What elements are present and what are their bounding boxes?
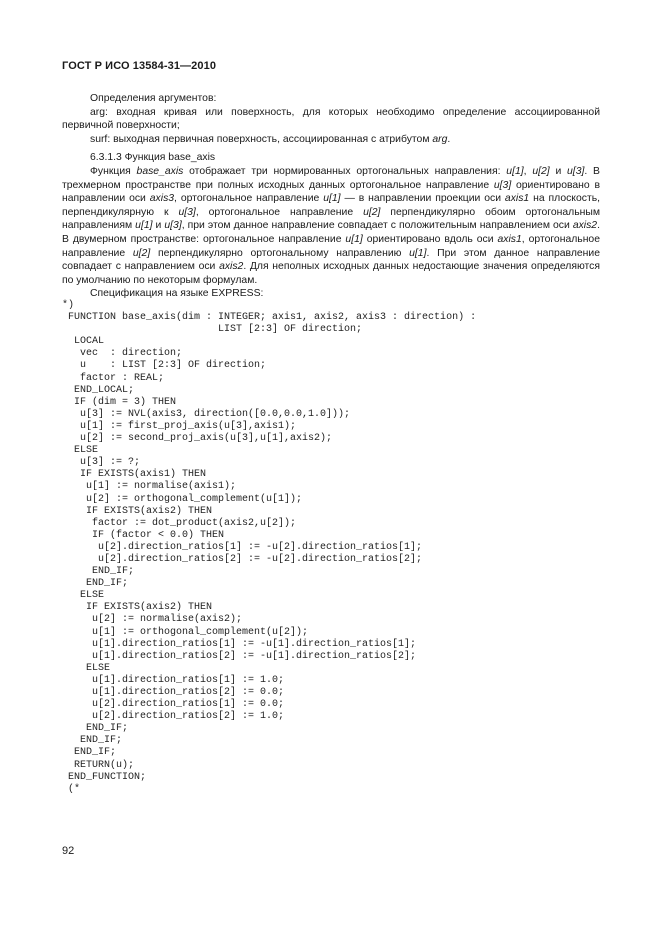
paragraph-text: , ортогональное направление [195,206,364,218]
italic-term: axis2 [572,220,598,232]
paragraph-text: на плоскость, перпендикулярную к [62,193,600,218]
paragraph-text: . В трехмерном пространстве при полных исходных данных ортогональное направление [62,165,600,191]
italic-term: u[2] [532,165,550,177]
arguments-heading: Определения аргументов: [90,93,217,104]
document-body [62,92,600,301]
code-line: END_IF; [62,723,129,735]
express-code-listing [62,300,622,796]
surf-name: surf [90,133,108,145]
paragraph-text: , ортогональное направление [174,193,324,205]
arg-description: : входная кривая или поверхность, для которых необходимо определение ассоциированной первичной поверхности; [62,106,600,132]
italic-term: u[3] [493,179,512,191]
code-line: u[3] := NVL(axis3, direction([0.0,0.0,1.0])); [62,408,351,420]
code-line: factor := dot_product(axis2,u[2]); [62,517,297,529]
code-line: END_FUNCTION; [62,771,147,783]
italic-term: u[1] [345,233,363,245]
arg-name: arg [90,106,106,118]
italic-term: axis3 [149,193,175,205]
paragraph-text: и [152,220,165,232]
code-line: ELSE [62,590,105,602]
code-line: END_IF; [62,566,135,578]
paragraph-text: перпендикулярно обоим ортогональным направлениям [62,206,600,232]
paragraph-text: — в направлении проекции оси [340,193,505,205]
italic-term: u[3] [567,165,585,177]
paragraph-text: ориентировано вдоль оси [362,233,498,245]
code-line: END_LOCAL; [62,384,135,396]
surf-description: : выходная первичная поверхность, ассоциированная с атрибутом [107,133,433,145]
code-line: IF (dim = 3) THEN [62,396,177,408]
paragraph-text: . При этом данное направление совпадает с направлением оси [62,247,600,273]
section-paragraph [62,165,600,287]
paragraph-text: перпендикулярно ортогональному направлению [150,247,410,259]
code-line: LOCAL [62,336,105,348]
code-line: u[1] := normalise(axis1); [62,481,237,493]
code-line: u[2].direction_ratios[1] := -u[2].direction_ratios[1]; [62,541,423,553]
paragraph-text: . В двумерном пространстве: ортогональное направление [62,220,600,245]
code-line: IF (factor < 0.0) THEN [62,529,225,541]
code-line: u[2].direction_ratios[1] := 0.0; [62,699,285,711]
italic-term: base_axis [136,165,184,177]
code-line: (* [62,783,81,795]
code-line: u[1].direction_ratios[1] := 1.0; [62,674,285,686]
italic-term: axis1 [497,233,522,245]
paragraph-text: ориентировано в направлении оси [62,179,600,205]
italic-term: u[2] [363,206,381,218]
page-number: 92 [62,845,75,857]
surf-attribute: arg [432,133,448,145]
argument-arg [62,106,600,133]
code-line: LIST [2:3] OF direction; [62,324,363,336]
italic-term: u[1] [323,193,341,205]
code-line: IF EXISTS(axis1) THEN [62,469,207,481]
italic-term: u[1] [506,165,524,177]
code-line: vec : direction; [62,348,183,360]
paragraph-text: отображает три нормированных ортогональных направления: [183,165,507,177]
code-line: RETURN(u); [62,759,135,771]
argument-surf [62,133,600,147]
paragraph-text: . Для неполных исходных данных недостающие значения определяются по умолчанию по некоторым формулам. [62,261,600,286]
paragraph-text: , ортогональное направление [62,233,600,259]
italic-term: axis2 [219,261,244,273]
code-line: END_IF; [62,578,129,590]
code-line: END_IF; [62,735,123,747]
italic-term: u[3] [178,206,196,218]
surf-end: . [447,133,451,145]
express-spec-label: Спецификация на языке EXPRESS: [90,288,264,300]
italic-term: u[3] [164,220,182,232]
code-line: *) [62,300,75,311]
document-header: ГОСТ Р ИСО 13584-31—2010 [62,60,217,72]
code-line: u[2] := normalise(axis2); [62,614,243,626]
code-line: u[3] := ?; [62,457,141,469]
paragraph-text: , [523,165,533,177]
paragraph-text: Функция [90,165,137,177]
code-line: IF EXISTS(axis2) THEN [62,505,213,517]
code-line: factor : REAL; [62,372,165,384]
paragraph-text: и [549,165,568,177]
code-line: u[2].direction_ratios[2] := -u[2].direction_ratios[2]; [62,553,423,565]
italic-term: axis1 [504,193,530,205]
code-line: ELSE [62,445,99,457]
code-line: u[2] := orthogonal_complement(u[1]); [62,493,303,505]
section-heading: 6.3.1.3 Функция base_axis [90,152,216,164]
code-line: IF EXISTS(axis2) THEN [62,602,213,614]
code-line: u[2].direction_ratios[2] := 1.0; [62,711,285,723]
code-line: u[1].direction_ratios[2] := -u[1].direction_ratios[2]; [62,650,417,662]
code-line: u[1].direction_ratios[2] := 0.0; [62,687,285,698]
italic-term: u[2] [132,247,151,259]
code-line: END_IF; [62,747,117,759]
italic-term: u[1] [135,220,153,232]
code-line: FUNCTION base_axis(dim : INTEGER; axis1, axis2, axis3 : direction) : [62,312,477,324]
code-line: u[1] := orthogonal_complement(u[2]); [62,626,309,638]
code-line: ELSE [62,662,111,674]
code-line: u[1] := first_proj_axis(u[3],axis1); [62,420,297,432]
italic-term: u[1] [409,247,427,259]
paragraph-text: , при этом данное направление совпадает с положительным направлением оси [181,220,573,232]
code-line: u : LIST [2:3] OF direction; [62,360,267,372]
code-line: u[2] := second_proj_axis(u[3],u[1],axis2); [62,433,333,445]
code-line: u[1].direction_ratios[1] := -u[1].direction_ratios[1]; [62,638,417,650]
